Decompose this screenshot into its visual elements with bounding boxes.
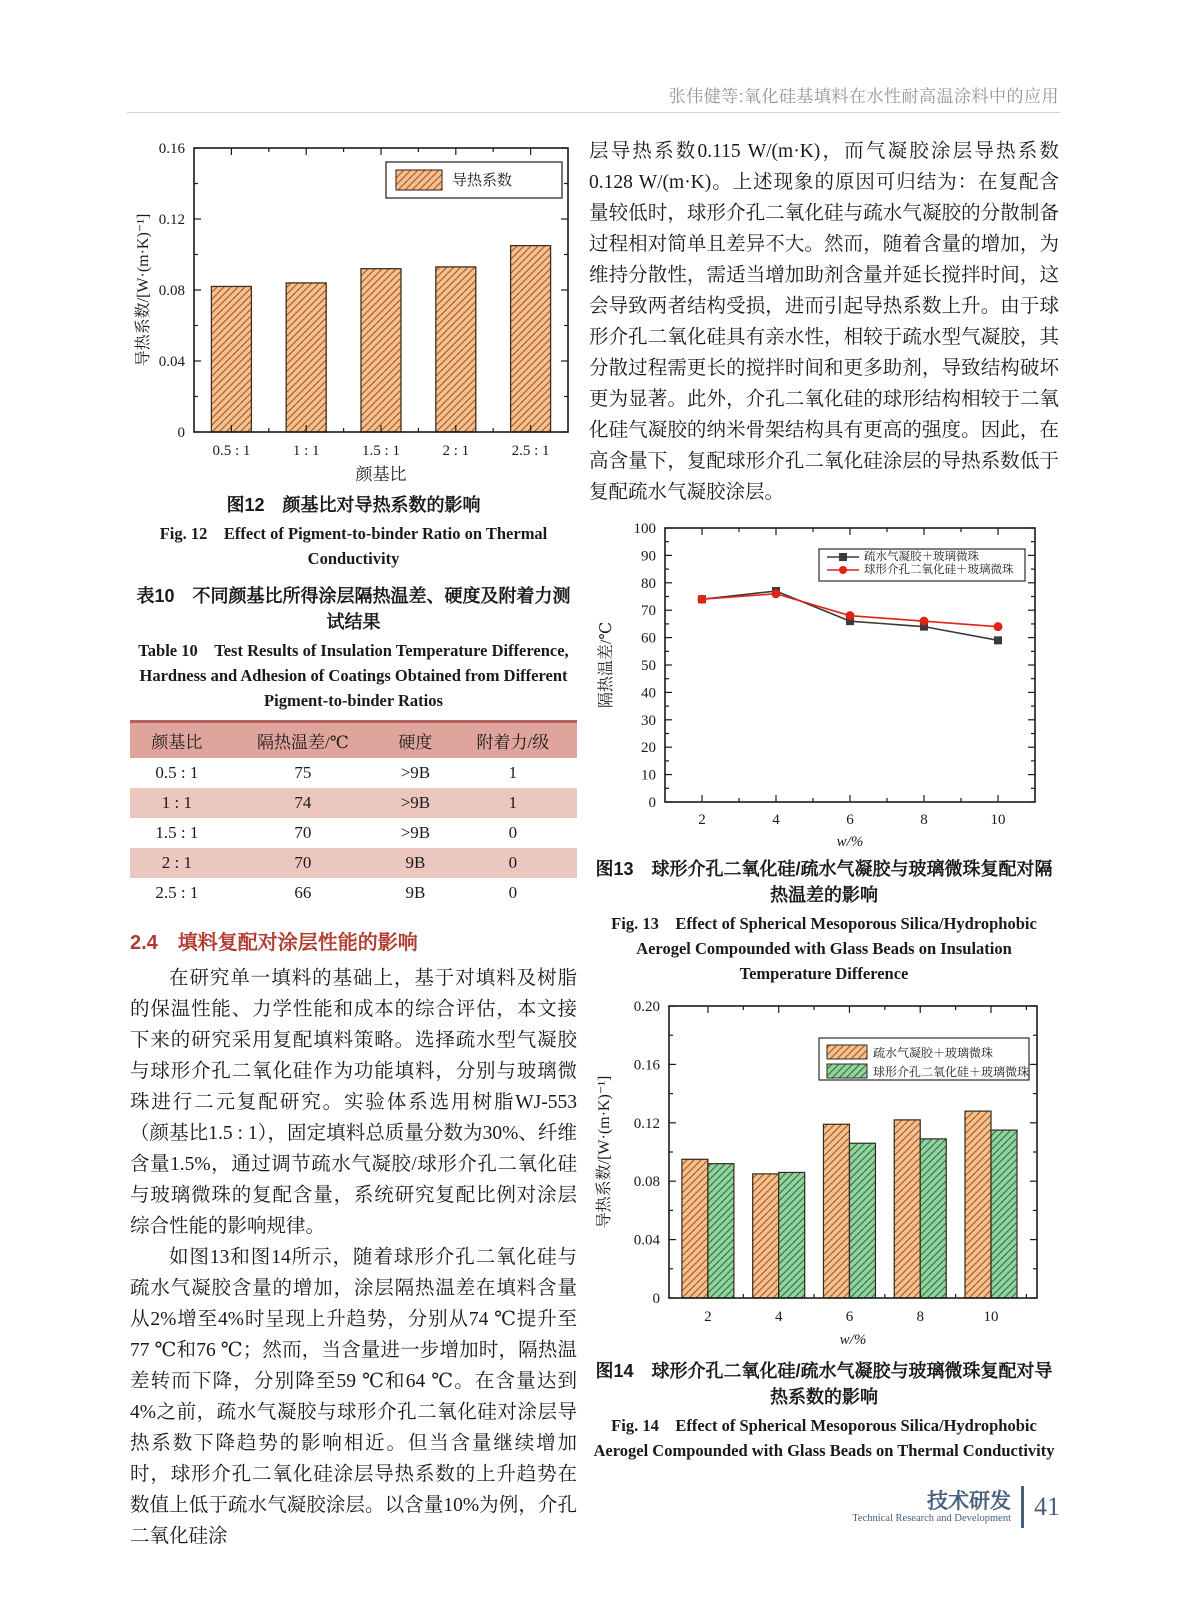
svg-text:0: 0 xyxy=(648,795,656,811)
svg-text:6: 6 xyxy=(845,1309,854,1325)
svg-text:0.5 : 1: 0.5 : 1 xyxy=(212,443,251,459)
table10-header-row xyxy=(130,722,577,759)
svg-text:90: 90 xyxy=(641,548,656,565)
table10-caption-zh: 表10 不同颜基比所得涂层隔热温差、硬度及附着力测试结果 xyxy=(136,586,571,632)
svg-text:0: 0 xyxy=(652,1291,660,1307)
svg-text:导热系数/[W·(m·K)⁻¹]: 导热系数/[W·(m·K)⁻¹] xyxy=(596,1075,613,1229)
svg-text:0.12: 0.12 xyxy=(158,212,185,228)
svg-text:80: 80 xyxy=(641,575,656,592)
svg-text:0.04: 0.04 xyxy=(158,354,185,370)
svg-text:2 : 1: 2 : 1 xyxy=(442,443,470,459)
fig13-caption-en: Fig. 13 Effect of Spherical Mesoporous Silica/Hydrophobic Aerogel Compounded with Glass Beads on Insulation Temperature Difference xyxy=(611,914,1037,983)
svg-text:100: 100 xyxy=(633,521,656,537)
fig12-caption-en: Fig. 12 Effect of Pigment-to-binder Ratio on Thermal Conductivity xyxy=(159,524,548,568)
table10-cell: 0 xyxy=(508,853,518,872)
table10-header-cell: 颜基比 xyxy=(130,722,224,759)
svg-text:50: 50 xyxy=(641,658,656,674)
svg-text:10: 10 xyxy=(983,1309,999,1325)
table10-row xyxy=(130,848,577,878)
svg-text:4: 4 xyxy=(772,812,780,828)
table10-cell: 0.5 : 1 xyxy=(155,763,199,782)
table10-cell: 1 xyxy=(508,763,518,782)
figure-14 xyxy=(589,992,1059,1463)
table10-cell: 2.5 : 1 xyxy=(155,883,199,902)
fig13-caption-zh: 图13 球形介孔二氧化硅/疏水气凝胶与玻璃微珠复配对隔热温差的影响 xyxy=(595,859,1053,905)
figure-12 xyxy=(130,136,577,571)
table10-cell: 0 xyxy=(508,883,518,902)
svg-text:40: 40 xyxy=(641,685,656,702)
table10-header-cell: 硬度 xyxy=(382,722,449,759)
fig13-line-chart xyxy=(589,516,1059,848)
left-column xyxy=(130,136,577,1552)
svg-text:6: 6 xyxy=(846,812,854,828)
svg-text:10: 10 xyxy=(641,767,656,784)
svg-text:2: 2 xyxy=(704,1309,712,1325)
footer-section-zh: 技术研发 xyxy=(927,1489,1011,1513)
fig14-legend xyxy=(819,1038,1029,1080)
table10-cell: 70 xyxy=(294,853,312,872)
paragraph-2: 如图13和图14所示，随着球形介孔二氧化硅与疏水气凝胶含量的增加，涂层隔热温差在填料含量从2%增至4%时呈现上升趋势，分别从74 ℃提升至77 ℃和76 ℃；然而，当含量进一步增加时，隔热温差转而下降，分别降至59 ℃和64 ℃。在含量达到4%之前，疏水气凝胶与球形介孔二氧化硅对涂层导热系数下降趋势的影响相近。但当含量继续增加时，球形介孔二氧化硅涂层导热系数的上升趋势在数值上低于疏水气凝胶涂层。以含量10%为例，介孔二氧化硅涂 xyxy=(130,1247,577,1547)
table10-header-cell: 附着力/级 xyxy=(449,722,577,759)
table10-cell: >9B xyxy=(400,793,431,812)
table10-cell: 70 xyxy=(294,823,312,842)
svg-text:60: 60 xyxy=(641,630,656,647)
svg-text:20: 20 xyxy=(641,740,656,757)
svg-text:球形介孔二氧化硅＋玻璃微珠: 球形介孔二氧化硅＋玻璃微珠 xyxy=(864,564,1014,576)
table10-header-cell: 隔热温差/℃ xyxy=(224,722,382,759)
table10-caption-en: Table 10 Test Results of Insulation Temperature Difference, Hardness and Adhesion of Coatings Obtained from Different Pigment-to-binder Ratios xyxy=(138,641,569,710)
page-footer xyxy=(852,1486,1060,1528)
table10-caption xyxy=(130,583,577,713)
svg-text:颜基比: 颜基比 xyxy=(355,465,407,484)
table10-row xyxy=(130,818,577,848)
svg-text:8: 8 xyxy=(920,812,928,828)
footer-section-en: Technical Research and Development xyxy=(852,1512,1011,1524)
svg-text:2.5 : 1: 2.5 : 1 xyxy=(511,443,550,459)
header-divider xyxy=(127,112,1060,113)
fig14-caption xyxy=(589,1358,1059,1463)
svg-text:0.04: 0.04 xyxy=(633,1232,660,1249)
table10-cell: 9B xyxy=(405,883,426,902)
table10-cell: 75 xyxy=(294,763,312,782)
svg-text:10: 10 xyxy=(990,812,1006,828)
svg-text:0.20: 0.20 xyxy=(633,999,660,1015)
paragraph-1: 在研究单一填料的基础上，基于对填料及树脂的保温性能、力学性能和成本的综合评估，本文接下来的研究采用复配填料策略。选择疏水型气凝胶与球形介孔二氧化硅作为功能填料，分别与玻璃微珠进行二元复配研究。实验体系选用树脂WJ-553（颜基比1.5 : 1），固定填料总质量分数为30%、纤维含量1.5%，通过调节疏水气凝胶/球形介孔二氧化硅与玻璃微珠的复配含量，系统研究复配比例对涂层综合性能的影响规律。 xyxy=(130,968,577,1237)
table10-cell: 1 : 1 xyxy=(161,793,192,812)
table10-cell: 1.5 : 1 xyxy=(155,823,199,842)
paragraph-continuation: 层导热系数0.115 W/(m·K)，而气凝胶涂层导热系数0.128 W/(m·K)。上述现象的原因可归结为：在复配含量较低时，球形介孔二氧化硅与疏水气凝胶的分散制备过程相对简单且差异不大。然而，随着含量的增加，为维持分散性，需适当增加助剂含量并延长搅拌时间，这会导致两者结构受损，进而引起导热系数上升。由于球形介孔二氧化硅具有亲水性，相较于疏水型气凝胶，其分散过程需更长的搅拌时间和更多助剂，导致结构破坏更为显著。此外，介孔二氧化硅的球形结构相较于二氧化硅气凝胶的纳米骨架结构具有更高的强度。因此，在高含量下，复配球形介孔二氧化硅涂层的导热系数低于复配疏水气凝胶涂层。 xyxy=(589,141,1059,503)
svg-text:w/%: w/% xyxy=(839,1332,867,1348)
svg-text:隔热温差/℃: 隔热温差/℃ xyxy=(598,621,615,709)
fig13-caption xyxy=(589,856,1059,986)
table10 xyxy=(130,720,577,908)
svg-text:8: 8 xyxy=(916,1309,924,1325)
section-2-4-heading: 2.4 填料复配对涂层性能的影响 xyxy=(130,932,418,954)
svg-text:导热系数: 导热系数 xyxy=(452,173,513,189)
fig14-caption-en: Fig. 14 Effect of Spherical Mesoporous Silica/Hydrophobic Aerogel Compounded with Glass Beads on Thermal Conductivity xyxy=(593,1416,1055,1460)
table10-cell: 1 xyxy=(508,793,518,812)
fig12-caption xyxy=(130,492,577,571)
svg-text:2: 2 xyxy=(698,812,706,828)
fig12-caption-zh: 图12 颜基比对导热系数的影响 xyxy=(226,495,481,515)
svg-text:30: 30 xyxy=(641,712,656,729)
footer-section-labels xyxy=(852,1491,1021,1524)
svg-text:疏水气凝胶＋玻璃微珠: 疏水气凝胶＋玻璃微珠 xyxy=(873,1046,994,1060)
svg-text:0.16: 0.16 xyxy=(633,1057,660,1074)
table10-cell: 0 xyxy=(508,823,518,842)
table10-cell: >9B xyxy=(400,823,431,842)
svg-text:4: 4 xyxy=(774,1309,783,1325)
svg-text:0.08: 0.08 xyxy=(158,283,185,299)
svg-text:0.08: 0.08 xyxy=(633,1174,660,1191)
svg-text:导热系数/[W·(m·K)⁻¹]: 导热系数/[W·(m·K)⁻¹] xyxy=(135,213,152,367)
fig13-legend xyxy=(819,549,1025,581)
svg-text:70: 70 xyxy=(641,603,656,620)
table10-cell: 74 xyxy=(294,793,312,812)
fig12-legend xyxy=(386,162,562,198)
svg-text:0: 0 xyxy=(177,425,185,441)
table10-row xyxy=(130,758,577,788)
svg-text:0.12: 0.12 xyxy=(633,1115,660,1132)
svg-text:球形介孔二氧化硅＋玻璃微珠: 球形介孔二氧化硅＋玻璃微珠 xyxy=(873,1065,1030,1079)
figure-13 xyxy=(589,516,1059,986)
table10-row xyxy=(130,788,577,818)
running-header-title: 张伟健等:氧化硅基填料在水性耐高温涂料中的应用 xyxy=(668,87,1059,106)
right-column xyxy=(589,136,1059,1463)
svg-text:1.5 : 1: 1.5 : 1 xyxy=(362,443,400,459)
svg-text:0.16: 0.16 xyxy=(158,141,185,157)
table10-cell: 9B xyxy=(405,853,426,872)
svg-text:1 : 1: 1 : 1 xyxy=(292,443,320,459)
table10-cell: 66 xyxy=(294,883,312,902)
table10-cell: 2 : 1 xyxy=(161,853,192,872)
table10-cell: >9B xyxy=(400,763,431,782)
svg-text:疏水气凝胶＋玻璃微珠: 疏水气凝胶＋玻璃微珠 xyxy=(864,551,979,563)
fig12-bar-chart xyxy=(130,136,577,484)
fig14-caption-zh: 图14 球形介孔二氧化硅/疏水气凝胶与玻璃微珠复配对导热系数的影响 xyxy=(595,1361,1053,1407)
table10-row xyxy=(130,878,577,908)
footer-page-number: 41 xyxy=(1034,1492,1060,1521)
fig14-grouped-bar-chart xyxy=(589,992,1059,1350)
svg-text:w/%: w/% xyxy=(836,834,864,848)
